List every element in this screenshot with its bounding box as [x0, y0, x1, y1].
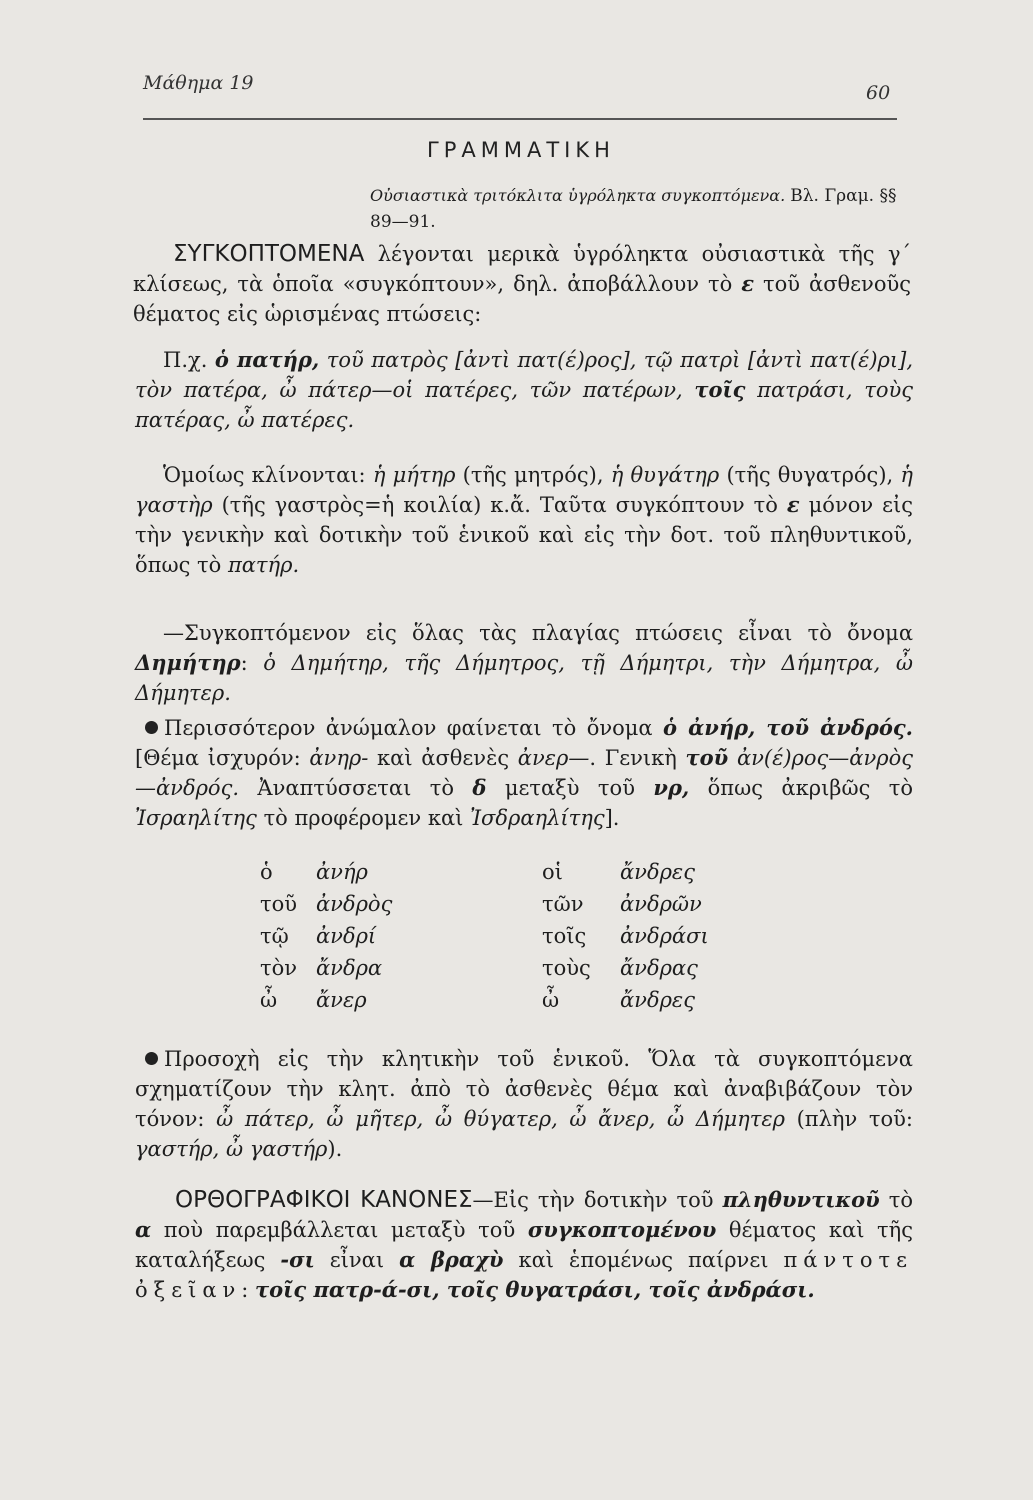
table-row: τῷ ἀνδρί τοῖς ἀνδράσι — [260, 924, 709, 948]
rules-heading: ΟΡΘΟΓΡΑΦΙΚΟΙ ΚΑΝΟΝΕΣ — [175, 1187, 473, 1213]
paragraph-spelling-rules: ΟΡΘΟΓΡΑΦΙΚΟΙ ΚΑΝΟΝΕΣ—Εἰς τὴν δοτικὴν τοῦ πληθυντικοῦ τὸ α ποὺ παρεμβάλλεται μεταξὺ τοῦ συγκοπτομένου θέματος καὶ τῆς καταλήξεως -σι εἶναι α βραχὺ καὶ ἑπομένως παίρνει πάντοτε ὀξεῖαν: τοῖς πατρ-ά-σι, τοῖς θυγατράσι, τοῖς ἀνδράσι. — [135, 1187, 913, 1302]
table-row: τοῦ ἀνδρὸς τῶν ἀνδρῶν — [260, 892, 702, 916]
paragraph-example: Π.χ. ὁ πατήρ, τοῦ πατρὸς [ἀντὶ πατ(έ)ρος], τῷ πατρὶ [ἀντὶ πατ(έ)ρι], τὸν πατέρα, ὦ πάτερ—οἱ πατέρες, τῶν πατέρων, τοῖς πατράσι, τοὺς πατέρας, ὦ πατέρες. — [135, 347, 913, 432]
subtitle — [370, 183, 910, 235]
section-title: ΓΡΑΜΜΑΤΙΚΗ — [427, 138, 615, 162]
subtitle-ref: Βλ. Γραμ. §§ 89—91. — [370, 186, 897, 232]
bullet-icon — [145, 721, 158, 734]
table-row: τὸν ἄνδρα τοὺς ἄνδρας — [260, 956, 698, 980]
paragraph-vocative: Προσοχὴ εἰς τὴν κλητικὴν τοῦ ἑνικοῦ. Ὅλα τὰ συγκοπτόμενα σχηματίζουν τὴν κλητ. ἀπὸ τὸ ἀσθενὲς θέμα καὶ ἀναβιβάζουν τὸν τόνον: ὦ πάτερ, ὦ μῆτερ, ὦ θύγατερ, ὦ ἄνερ, ὦ Δήμητερ (πλὴν τοῦ: γαστήρ, ὦ γαστήρ). — [135, 1047, 914, 1161]
header-rule — [143, 118, 897, 120]
paragraph-similar: Ὁμοίως κλίνονται: ἡ μήτηρ (τῆς μητρός), ἡ θυγάτηρ (τῆς θυγατρός), ἡ γαστὴρ (τῆς γαστρὸς=ἡ κοιλία) κ.ἄ. Ταῦτα συγκόπτουν τὸ ε μόνον εἰς τὴν γενικὴν καὶ δοτικὴν τοῦ ἑνικοῦ καὶ εἰς τὴν δοτ. τοῦ πληθυντικοῦ, ὅπως τὸ πατήρ. — [135, 463, 913, 577]
term-heading: ΣΥΓΚΟΠΤΟΜΕΝΑ — [173, 241, 365, 267]
bullet-icon — [145, 1052, 158, 1065]
paragraph-aner: Περισσότερον ἀνώμαλον φαίνεται τὸ ὄνομα ὁ ἀνήρ, τοῦ ἀνδρός. [Θέμα ἰσχυρόν: ἀνηρ- καὶ ἀσθενὲς ἀνερ—. Γενικὴ τοῦ ἀν(έ)ρος—ἀνρὸς—ἀνδρός. Ἀναπτύσσεται τὸ δ μεταξὺ τοῦ νρ, ὅπως ἀκριβῶς τὸ Ἰσραηλίτης τὸ προφέρομεν καὶ Ἰσδραηλίτης]. — [135, 715, 914, 830]
lesson-header: Μάθημα 19 — [143, 72, 254, 94]
paragraph-demeter: —Συγκοπτόμενον εἰς ὅλας τὰς πλαγίας πτώσεις εἶναι τὸ ὄνομα Δημήτηρ: ὁ Δημήτηρ, τῆς Δήμητρος, τῇ Δήμητρι, τὴν Δήμητρα, ὦ Δήμητερ. — [135, 621, 913, 705]
table-row: ὦ ἄνερ ὦ ἄνδρες — [260, 988, 695, 1012]
declension-table — [260, 860, 780, 1020]
page-number: 60 — [866, 82, 891, 104]
table-row: ὁ ἀνήρ οἱ ἄνδρες — [260, 860, 695, 884]
paragraph-definition: ΣΥΓΚΟΠΤΟΜΕΝΑ λέγονται μερικὰ ὑγρόληκτα οὐσιαστικὰ τῆς γ΄ κλίσεως, τὰ ὁποῖα «συγκόπτουν», δηλ. ἀποβάλλουν τὸ ε τοῦ ἀσθενοῦς θέματος εἰς ὡρισμένας πτώσεις: — [133, 241, 911, 326]
subtitle-italic: Οὐσιαστικὰ τριτόκλιτα ὑγρόληκτα συγκοπτόμενα. — [370, 186, 786, 205]
